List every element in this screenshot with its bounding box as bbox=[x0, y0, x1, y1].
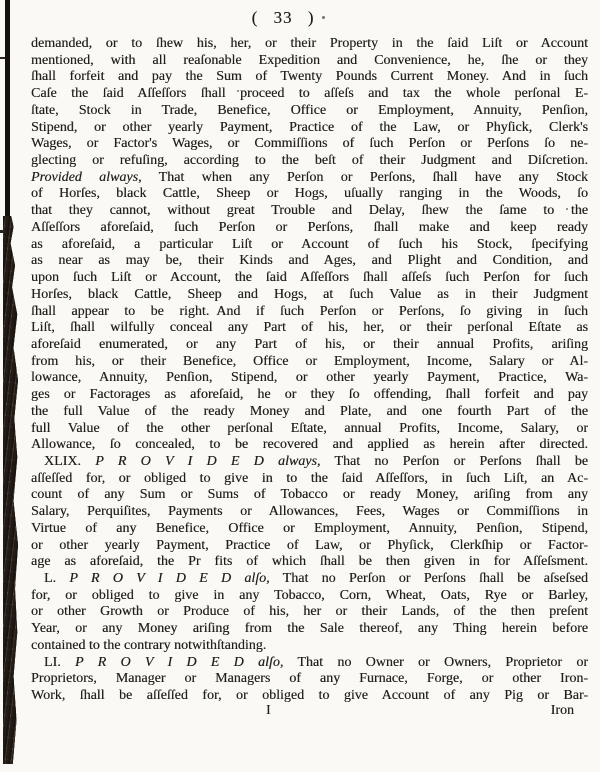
text-segment: Salary, Perquiſites, Payments or Allowances, Fees, Wages or Commiſſions in bbox=[31, 504, 588, 520]
text-line bbox=[31, 237, 588, 254]
text-segment: age as aforeſaid, the Pr fits of which ſhall be then given in for Aſſeſsment. bbox=[31, 554, 588, 570]
text-line bbox=[31, 69, 588, 86]
text-segment: Aſſeſſors aforeſaid, ſuch Perſon or Perſons, ſhall make and keep ready bbox=[31, 219, 588, 235]
text-line bbox=[31, 621, 588, 638]
text-line bbox=[31, 354, 588, 371]
text-segment: Proprietors, Manager or Managers of any Furnace, Forge, or other Iron- bbox=[31, 671, 588, 687]
text-segment: as aforeſaid, a particular Liſt or Account of ſuch his Stock, ſpecifying bbox=[31, 236, 588, 252]
text-segment: That no Perſon or Perſons ſhall be aſseſsed bbox=[269, 571, 588, 586]
text-segment: ſtate, Stock in Trade, Benefice, Office or Employment, Annuity, Penſion, bbox=[31, 102, 588, 118]
catchword: Iron bbox=[550, 703, 574, 718]
text-block bbox=[31, 36, 588, 705]
text-line bbox=[31, 588, 588, 605]
text-line bbox=[31, 36, 588, 53]
edge-mark bbox=[0, 57, 5, 59]
text-line bbox=[31, 103, 588, 120]
italic-text-segment: P R O V I D E D alſo, bbox=[75, 654, 284, 670]
text-segment: full Value of the other perſonal Eſtate, annual Profits, Income, Salary, or bbox=[31, 420, 588, 436]
text-segment: upon ſuch Liſt or Account, the ſaid Aſſeſſors ſhall aſſeſs ſuch Perſon for ſuch bbox=[31, 270, 588, 286]
text-segment: Liſt, ſhall wilfully conceal any Part of his, her, or their perſonal Eſtate as bbox=[31, 320, 588, 336]
text-line bbox=[31, 337, 588, 354]
text-line bbox=[31, 170, 588, 187]
text-line bbox=[31, 270, 588, 287]
text-segment: aforeſaid enumerated, or any Part of his, or their annual Profits, ariſing bbox=[31, 336, 588, 352]
text-line bbox=[31, 454, 588, 471]
text-segment: or other yearly Payment, Practice of Law, or Phyſick, Clerkſhip or Factor- bbox=[31, 537, 588, 553]
text-segment: Caſe the ſaid Aſſeſſors ſhall proceed to aſſeſs and tax the whole perſonal E- bbox=[31, 86, 588, 102]
text-segment: the full Value of the ready Money and Plate, and one fourth Part of the bbox=[31, 403, 588, 419]
text-segment: demanded, or to ſhew his, her, or their Property in the ſaid Liſt or Account bbox=[31, 36, 588, 51]
edge-mark bbox=[0, 230, 4, 233]
text-line bbox=[31, 638, 588, 655]
text-segment: XLIX. bbox=[44, 453, 96, 469]
text-segment: glecting or refuſing, according to the beſt of their Judgment and Diſcretion. bbox=[31, 153, 588, 169]
text-line bbox=[31, 487, 588, 504]
text-segment: Stipend, or other yearly Payment, Practice of the Law, or Phyſick, Clerk's bbox=[31, 119, 588, 135]
text-line bbox=[31, 404, 588, 421]
text-segment: lowance, Annuity, Penſion, Stipend, or other yearly Payment, Practice, Wa- bbox=[31, 370, 588, 386]
signature-mark: I bbox=[266, 703, 271, 718]
text-segment: LI. bbox=[44, 654, 76, 670]
text-line bbox=[31, 655, 588, 672]
text-line bbox=[31, 220, 588, 237]
text-segment: ſhall appear to be right. And if ſuch Perſon or Perſons, ſo giving in ſuch bbox=[31, 303, 588, 319]
text-segment: Horſes, black Cattle, Sheep and Hogs, at ſuch Value as in their Judgment bbox=[31, 286, 588, 302]
text-segment: contained to the contrary notwithſtanding. bbox=[31, 637, 267, 653]
text-line bbox=[31, 554, 588, 571]
text-segment: Year, or any Money ariſing from the Sale thereof, any Thing herein before bbox=[31, 621, 588, 637]
text-line bbox=[31, 571, 588, 588]
text-line bbox=[31, 437, 588, 454]
text-segment: Virtue of any Benefice, Office or Employment, Annuity, Penſion, Stipend, bbox=[31, 520, 588, 536]
text-segment: Wages, or Factor's Wages, or Commiſſions of ſuch Perſon or Perſons ſo ne- bbox=[31, 136, 588, 152]
text-segment: or other Growth or Produce of his, her or their Lands, of the then preſent bbox=[31, 604, 588, 620]
text-line bbox=[31, 504, 588, 521]
ink-speck bbox=[322, 16, 325, 19]
text-segment: for, or obliged to give in any Tobacco, Corn, Wheat, Oats, Rye or Barley, bbox=[31, 587, 588, 603]
text-segment: ſhall forfeit and pay the Sum of Twenty Pounds Current Money. And in ſuch bbox=[31, 69, 588, 85]
text-line bbox=[31, 538, 588, 555]
text-segment: Allowance, ſo concealed, to be recovered and applied as herein after directed. bbox=[31, 437, 588, 453]
text-line bbox=[31, 387, 588, 404]
text-segment: That no Owner or Owners, Proprietor or bbox=[283, 654, 588, 670]
text-line bbox=[31, 186, 588, 203]
text-segment: count of any Sum or Sums of Tobacco or ready Money, ariſing from any bbox=[31, 487, 588, 503]
text-segment: of Horſes, black Cattle, Sheep or Hogs, uſually ranging in the Woods, ſo bbox=[31, 186, 588, 202]
text-segment: from his, or their Benefice, Office or Employment, Income, Salary or Al- bbox=[31, 353, 588, 369]
text-line bbox=[31, 203, 588, 220]
text-line bbox=[31, 671, 588, 688]
text-line bbox=[31, 421, 588, 438]
text-segment: that they cannot, without great Trouble and Delay, ſhew the ſame to the bbox=[31, 203, 588, 219]
text-segment: That when any Perſon or Perſons, ſhall have any Stock bbox=[141, 169, 588, 185]
page-number: ( 33 ) bbox=[251, 8, 315, 27]
text-line bbox=[31, 604, 588, 621]
text-segment: That no Perſon or Perſons ſhall be bbox=[320, 453, 588, 469]
text-segment: ges or Factorages as aforeſaid, he or they ſo offending, ſhall forfeit and pay bbox=[31, 387, 588, 403]
text-segment: as near as may be, their Kinds and Ages, and Plight and Condition, and bbox=[31, 253, 588, 269]
italic-text-segment: P R O V I D E D alſo, bbox=[69, 571, 270, 586]
text-line bbox=[31, 53, 588, 70]
text-segment: aſſeſſed for, or obliged to give in to the ſaid Aſſeſſors, in ſuch Liſt, an Ac- bbox=[31, 470, 588, 486]
text-line bbox=[31, 86, 588, 103]
footer-line bbox=[0, 703, 600, 720]
text-line bbox=[31, 153, 588, 170]
italic-text-segment: P R O V I D E D always, bbox=[95, 453, 321, 469]
text-line bbox=[31, 471, 588, 488]
text-line bbox=[31, 370, 588, 387]
text-line bbox=[31, 253, 588, 270]
text-line bbox=[31, 521, 588, 538]
text-line bbox=[31, 120, 588, 137]
text-line bbox=[31, 304, 588, 321]
text-segment: mentioned, with all reaſonable Expedition and Convenience, he, ſhe or they bbox=[31, 52, 588, 68]
text-line bbox=[31, 136, 588, 153]
text-line bbox=[31, 320, 588, 337]
binding-gutter-texture bbox=[3, 216, 18, 764]
text-segment: Work, ſhall be aſſeſſed for, or obliged to give Account of any Pig or Bar- bbox=[31, 688, 588, 704]
text-line bbox=[31, 287, 588, 304]
italic-text-segment: Provided always, bbox=[31, 169, 142, 185]
text-segment: L. bbox=[44, 571, 70, 586]
